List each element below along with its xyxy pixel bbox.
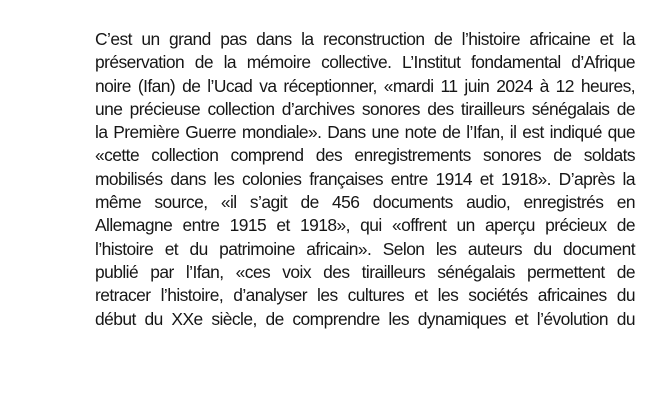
article-line: préservation de la mémoire collective. L’Institut fondamental d’Afrique (95, 52, 635, 73)
article-line: Allemagne entre 1915 et 1918», qui «offrent un aperçu précieux de (95, 215, 635, 236)
article-line: une précieuse collection d’archives sonores des tirailleurs sénégalais de (95, 98, 635, 119)
article-body (95, 28, 635, 331)
article-line: mobilisés dans les colonies françaises entre 1914 et 1918». D’après la (95, 168, 635, 189)
article-line: «cette collection comprend des enregistrements sonores de soldats (95, 145, 635, 166)
article-line: même source, «il s’agit de 456 documents audio, enregistrés en (95, 192, 635, 213)
article-line: noire (Ifan) de l’Ucad va réceptionner, «mardi 11 juin 2024 à 12 heures, (95, 75, 635, 96)
article-line: C’est un grand pas dans la reconstruction de l’histoire africaine et la (95, 29, 635, 49)
article-line: début du XXe siècle, de comprendre les dynamiques et l’évolution du (95, 308, 635, 329)
article-line: retracer l’histoire, d’analyser les cultures et les sociétés africaines du (95, 285, 635, 306)
article-line: la Première Guerre mondiale». Dans une note de l’Ifan, il est indiqué que (95, 122, 635, 143)
article-line: publié par l’Ifan, «ces voix des tirailleurs sénégalais permettent de (95, 261, 635, 282)
article-line: l’histoire et du patrimoine africain». Selon les auteurs du document (95, 238, 635, 259)
